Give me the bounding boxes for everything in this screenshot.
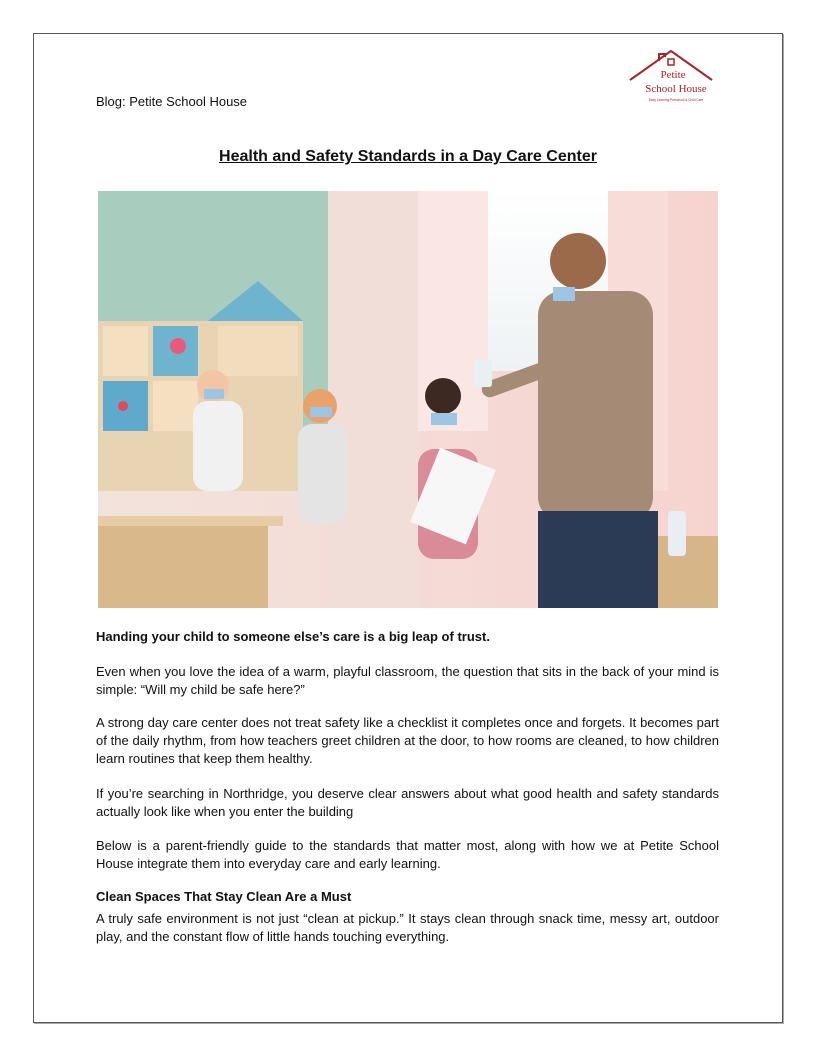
section-heading: Clean Spaces That Stay Clean Are a Must <box>96 889 352 904</box>
school-logo[interactable] <box>626 46 716 108</box>
article-title: Health and Safety Standards in a Day Care Center <box>219 148 597 165</box>
section-paragraph: A truly safe environment is not just “clean at pickup.” It stays clean through snack time, messy art, outdoor play, and the constant flow of little hands touching everything. <box>96 911 719 944</box>
intro-bold-text: Handing your child to someone else’s care is a big leap of trust. <box>96 629 490 644</box>
paragraph-4: Below is a parent-friendly guide to the standards that matter most, along with how we at Petite School House integrate them into everyday care and early learning. <box>96 838 719 871</box>
paragraph-2: A strong day care center does not treat safety like a checklist it completes once and forgets. It becomes part of the daily rhythm, from how teachers greet children at the door, to how rooms are cleaned, to how children learn routines that keep them healthy. <box>96 715 719 766</box>
classroom-temperature-check-photo-icon <box>98 191 718 608</box>
logo-tagline: Early Learning Preschool & Child Care <box>648 98 704 102</box>
logo-line1: Petite <box>660 69 686 81</box>
logo-line2: School House <box>645 83 707 95</box>
hero-image <box>98 191 718 608</box>
blog-label: Blog: Petite School House <box>96 94 248 109</box>
paragraph-1: Even when you love the idea of a warm, playful classroom, the question that sits in the back of your mind is simple: “Will my child be safe here?” <box>96 664 719 697</box>
paragraph-3: If you’re searching in Northridge, you deserve clear answers about what good health and safety standards actually look like when you enter the building <box>96 786 719 819</box>
